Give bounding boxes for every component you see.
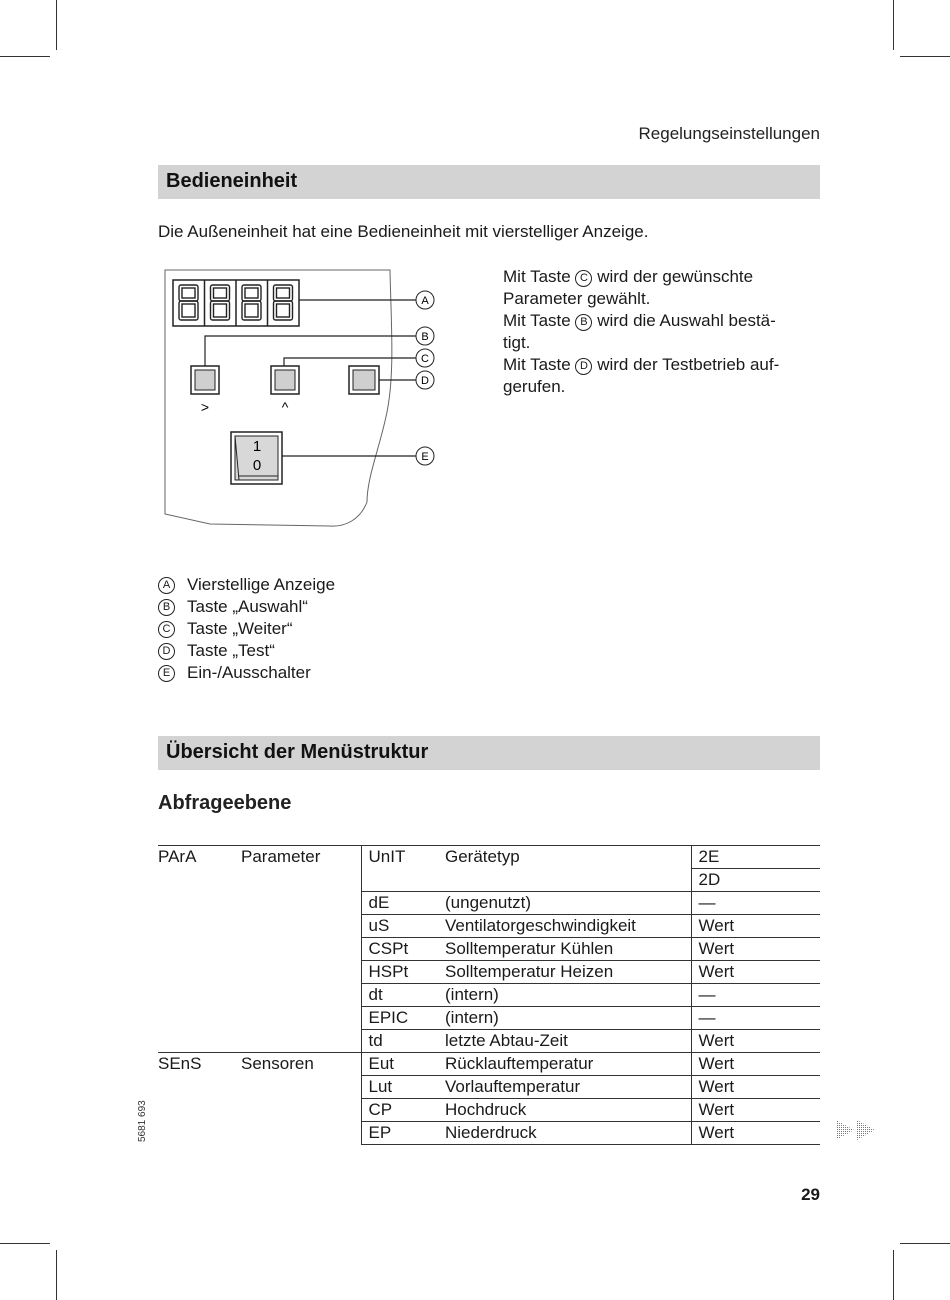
button-weiter[interactable] (271, 366, 299, 394)
table-row (158, 1076, 820, 1099)
group-name-cell (241, 869, 361, 892)
parameter-value-cell: Wert (691, 1030, 820, 1053)
table-row (158, 1030, 820, 1053)
group-name-cell (241, 915, 361, 938)
group-code-cell (158, 869, 241, 892)
parameter-description-cell: (ungenutzt) (445, 892, 691, 915)
description-line: gerufen. (503, 377, 566, 396)
group-code-cell (158, 1122, 241, 1145)
parameter-value-cell: Wert (691, 1076, 820, 1099)
parameter-code-cell: EPIC (361, 1007, 445, 1030)
parameter-description-cell: Rücklauftemperatur (445, 1053, 691, 1076)
description-line: Mit Taste C wird der gewünschte (503, 267, 754, 286)
document-number: 5681 693 (137, 1100, 148, 1142)
group-name-cell (241, 961, 361, 984)
table-row (158, 1007, 820, 1030)
double-arrow-right-icon (835, 1119, 879, 1141)
legend-item: C Taste „Weiter“ (158, 618, 335, 640)
parameter-value-cell: Wert (691, 1099, 820, 1122)
parameter-description-cell (445, 869, 691, 892)
button-auswahl[interactable] (191, 366, 219, 394)
key-description (503, 266, 823, 398)
group-code-cell (158, 915, 241, 938)
key-label: D (575, 358, 592, 375)
table-row (158, 984, 820, 1007)
group-name-cell (241, 984, 361, 1007)
key-label: B (575, 314, 592, 331)
table-row (158, 846, 820, 869)
crop-mark (0, 56, 50, 57)
section-title-bedieneinheit: Bedieneinheit (158, 165, 820, 199)
parameter-code-cell: EP (361, 1122, 445, 1145)
group-code-cell: PArA (158, 846, 241, 869)
crop-mark (893, 1250, 894, 1300)
parameter-description-cell: Gerätetyp (445, 846, 691, 869)
parameter-code-cell: uS (361, 915, 445, 938)
group-code-cell (158, 1076, 241, 1099)
group-code-cell (158, 961, 241, 984)
callout-a: A (421, 295, 429, 307)
parameter-code-cell: Lut (361, 1076, 445, 1099)
group-name-cell (241, 938, 361, 961)
group-code-cell (158, 984, 241, 1007)
legend-item: D Taste „Test“ (158, 640, 335, 662)
parameter-description-cell: Niederdruck (445, 1122, 691, 1145)
table-row (158, 869, 820, 892)
parameter-value-cell: — (691, 984, 820, 1007)
button-test[interactable] (349, 366, 379, 394)
description-line: Mit Taste B wird die Auswahl bestä- (503, 311, 776, 330)
table-row (158, 1099, 820, 1122)
parameter-code-cell: CP (361, 1099, 445, 1122)
parameter-code-cell: td (361, 1030, 445, 1053)
legend-item: A Vierstellige Anzeige (158, 574, 335, 596)
parameter-value-cell: — (691, 1007, 820, 1030)
legend-item: E Ein-/Ausschalter (158, 662, 335, 684)
table-row (158, 1122, 820, 1145)
parameter-value-cell: 2D (691, 869, 820, 892)
parameter-value-cell: Wert (691, 1122, 820, 1145)
table-row (158, 938, 820, 961)
group-name-cell (241, 892, 361, 915)
parameter-description-cell: Solltemperatur Heizen (445, 961, 691, 984)
crop-mark (0, 1243, 50, 1244)
description-line: tigt. (503, 333, 531, 352)
section-title-menustruktur: Übersicht der Menüstruktur (158, 736, 820, 770)
parameter-value-cell: 2E (691, 846, 820, 869)
parameter-code-cell: CSPt (361, 938, 445, 961)
group-name-cell (241, 1099, 361, 1122)
parameter-description-cell: Vorlauftemperatur (445, 1076, 691, 1099)
page-number: 29 (801, 1185, 820, 1204)
group-code-cell (158, 938, 241, 961)
button-symbol-next: > (200, 399, 210, 415)
four-digit-display (173, 280, 299, 326)
group-code-cell (158, 1099, 241, 1122)
switch-label-on: 1 (252, 438, 262, 455)
group-code-cell: SEnS (158, 1054, 202, 1073)
table-row (158, 1053, 820, 1076)
intro-text: Die Außeneinheit hat eine Bedieneinheit mit vierstelliger Anzeige. (158, 222, 649, 241)
group-name-cell (241, 1030, 361, 1053)
callout-d: D (421, 375, 429, 387)
parameter-code-cell: dt (361, 984, 445, 1007)
callout-c: C (421, 353, 429, 365)
callout-e: E (421, 451, 429, 463)
crop-mark (893, 0, 894, 50)
parameter-description-cell: letzte Abtau-Zeit (445, 1030, 691, 1053)
parameter-value-cell: Wert (691, 938, 820, 961)
parameter-code-cell: UnIT (361, 846, 445, 869)
parameter-code-cell (361, 869, 445, 892)
parameter-value-cell: Wert (691, 1053, 820, 1076)
group-name-cell: Parameter (241, 846, 361, 869)
legend-item: B Taste „Auswahl“ (158, 596, 335, 618)
diagram-legend (158, 574, 335, 684)
group-name-cell (241, 1076, 361, 1099)
callout-b: B (421, 331, 429, 343)
group-code-cell (158, 1007, 241, 1030)
parameter-value-cell: Wert (691, 915, 820, 938)
crop-mark (900, 56, 950, 57)
parameter-description-cell: Solltemperatur Kühlen (445, 938, 691, 961)
control-unit-diagram (155, 262, 455, 532)
key-label: C (575, 270, 592, 287)
parameter-code-cell: Eut (361, 1053, 445, 1076)
parameter-description-cell: (intern) (445, 1007, 691, 1030)
parameter-description-cell: Hochdruck (445, 1099, 691, 1122)
table-row (158, 915, 820, 938)
running-header: Regelungseinstellungen (638, 124, 820, 143)
parameter-code-cell: dE (361, 892, 445, 915)
parameter-description-cell: Ventilatorgeschwindigkeit (445, 915, 691, 938)
crop-mark (56, 1250, 57, 1300)
menu-structure-table (158, 845, 820, 1145)
crop-mark (900, 1243, 950, 1244)
table-row (158, 961, 820, 984)
description-line: Parameter gewählt. (503, 289, 651, 308)
group-name-cell (241, 1007, 361, 1030)
group-name-cell: Sensoren (241, 1054, 314, 1073)
parameter-value-cell: Wert (691, 961, 820, 984)
parameter-code-cell: HSPt (361, 961, 445, 984)
parameter-value-cell: — (691, 892, 820, 915)
table-row (158, 892, 820, 915)
subheading-abfrageebene: Abfrageebene (158, 792, 292, 814)
crop-mark (56, 0, 57, 50)
on-off-switch[interactable] (231, 432, 282, 484)
group-code-cell (158, 1030, 241, 1053)
group-name-cell (241, 1122, 361, 1145)
switch-label-off: 0 (252, 457, 262, 474)
group-code-cell (158, 892, 241, 915)
parameter-description-cell: (intern) (445, 984, 691, 1007)
description-line: Mit Taste D wird der Testbetrieb auf- (503, 355, 780, 374)
button-symbol-up: ^ (281, 399, 289, 415)
